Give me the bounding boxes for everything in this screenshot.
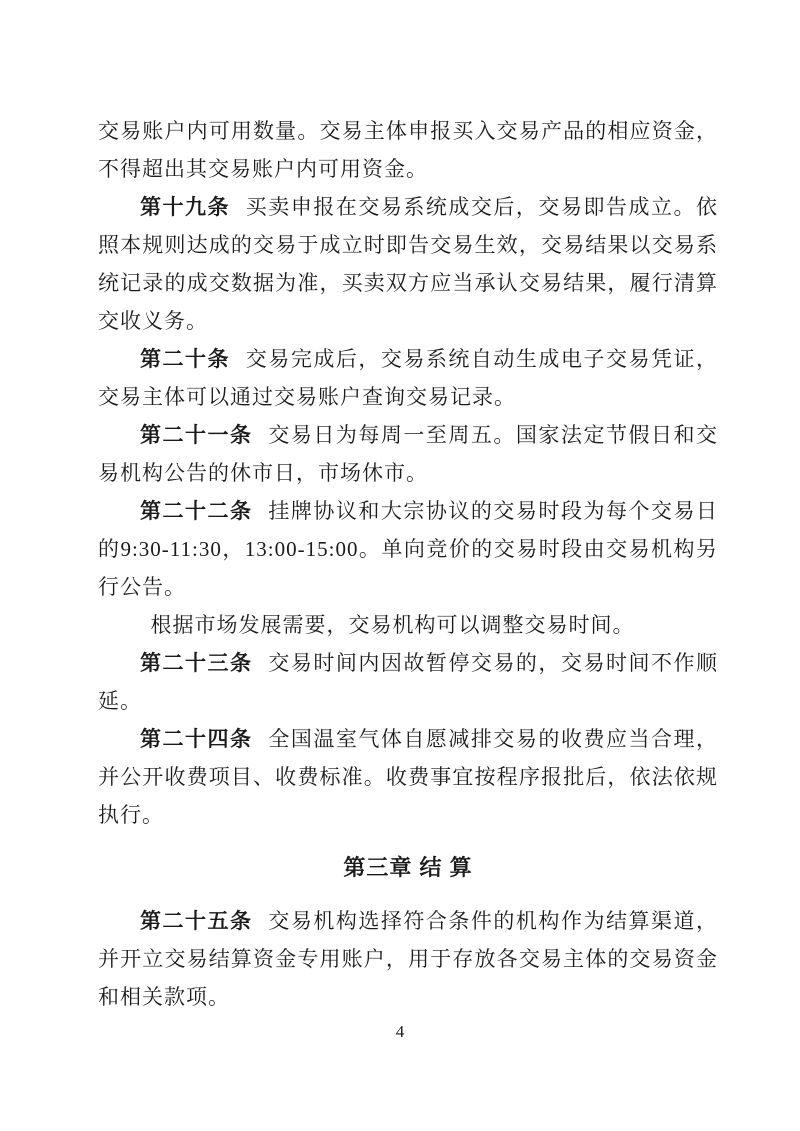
paragraph-text: 交易机构选择符合条件的机构作为结算渠道，并开立交易结算资金专用账户，用于存放各交易主体的交易资金和相关款项。 [98, 909, 719, 1009]
article-number: 第二十条 [140, 347, 231, 371]
paragraph-supplement [98, 606, 718, 644]
article-number: 第二十二条 [140, 499, 253, 523]
article-number: 第十九条 [140, 195, 231, 219]
paragraph-article-25 [98, 902, 718, 1016]
page-number: 4 [395, 1022, 405, 1041]
article-number: 第二十四条 [140, 727, 253, 751]
article-number: 第二十一条 [140, 423, 253, 447]
paragraph-article-19 [98, 188, 718, 340]
document-body [98, 112, 718, 1016]
paragraph-article-22 [98, 492, 718, 606]
paragraph-text: 根据市场发展需要，交易机构可以调整交易时间。 [150, 613, 635, 637]
paragraph-continuation [98, 112, 718, 188]
paragraph-text: 交易时间内因故暂停交易的，交易时间不作顺延。 [98, 651, 719, 713]
paragraph-text: 挂牌协议和大宗协议的交易时段为每个交易日的9:30-11:30，13:00-15:00。单向竞价的交易时段由交易机构另行公告。 [98, 499, 719, 599]
chapter-heading: 第三章 结 算 [343, 855, 473, 880]
paragraph-text: 买卖申报在交易系统成交后，交易即告成立。依照本规则达成的交易于成立时即告交易生效，交易结果以交易系统记录的成交数据为准，买卖双方应当承认交易结果，履行清算交收义务。 [98, 195, 719, 333]
article-number: 第二十三条 [140, 651, 253, 675]
paragraph-article-20 [98, 340, 718, 416]
paragraph-text: 全国温室气体自愿减排交易的收费应当合理，并公开收费项目、收费标准。收费事宜按程序报批后，依法依规执行。 [98, 727, 719, 827]
paragraph-text: 交易账户内可用数量。交易主体申报买入交易产品的相应资金，不得超出其交易账户内可用资金。 [98, 119, 718, 181]
paragraph-article-23 [98, 644, 718, 720]
article-number: 第二十五条 [140, 909, 253, 933]
paragraph-text: 交易完成后，交易系统自动生成电子交易凭证，交易主体可以通过交易账户查询交易记录。 [98, 347, 719, 409]
paragraph-article-24 [98, 720, 718, 834]
paragraph-article-21 [98, 416, 718, 492]
paragraph-text: 交易日为每周一至周五。国家法定节假日和交易机构公告的休市日，市场休市。 [98, 423, 719, 485]
